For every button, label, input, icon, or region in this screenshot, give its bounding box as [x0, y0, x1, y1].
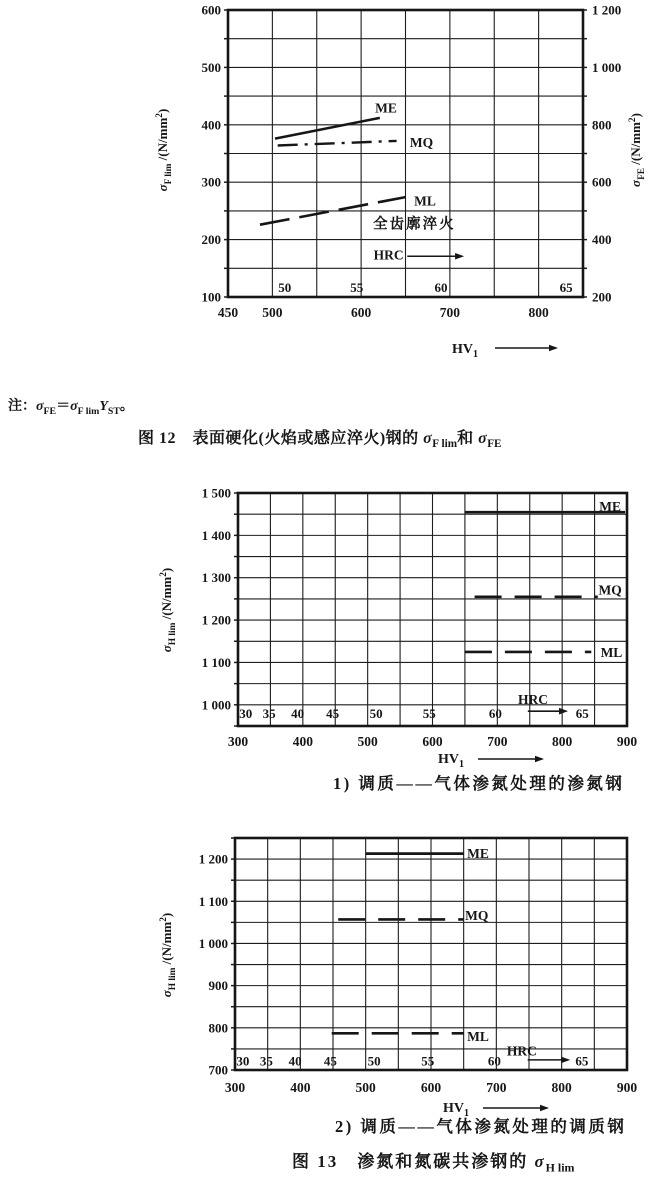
series-label-ML: ML: [414, 193, 436, 209]
hrc-scale-value: 50: [278, 279, 292, 295]
y-axis-right-title: $\sigma_{FE}$ $/(N/mm^2)$: [627, 113, 647, 187]
arrow-head-icon: [561, 1057, 570, 1064]
x-tick-label: 400: [292, 734, 313, 749]
fig13-caption: 图 13 渗氮和氮碳共渗钢的 $\sigma_{H lim}$: [292, 1152, 575, 1175]
x-tick-label: 300: [224, 1080, 246, 1095]
hrc-scale-value: 45: [323, 1053, 337, 1069]
hrc-scale-value: 45: [326, 705, 340, 721]
x-tick-label: 600: [351, 305, 372, 320]
x-tick-label: 900: [616, 1080, 638, 1095]
hrc-scale-value: 60: [488, 705, 502, 721]
x-tick-label: 900: [616, 734, 638, 749]
x-tick-label: 700: [487, 734, 508, 749]
x-tick-label: 500: [262, 305, 283, 320]
x-tick-label: 500: [355, 1080, 376, 1095]
x-tick-label: 500: [357, 734, 378, 749]
fig13-chart-2: [140, 825, 650, 1120]
y-tick-label: 1 200: [198, 851, 228, 867]
x-tick-label: 600: [422, 734, 443, 749]
y-tick-label: 1 100: [201, 654, 231, 670]
annotation: HRC: [506, 1043, 537, 1059]
hrc-scale-value: 50: [367, 1053, 381, 1069]
arrow-head-icon: [559, 708, 568, 715]
annotation: HRC: [517, 691, 548, 707]
x-tick-label: 600: [420, 1080, 442, 1095]
fig13-subcaption-1: 1) 调质——气体渗氮处理的渗氮钢: [333, 774, 625, 793]
hrc-scale-value: 35: [259, 1053, 273, 1069]
hrc-scale-value: 55: [421, 1053, 435, 1069]
x-axis-title: $HV_1$: [443, 1101, 470, 1120]
series-line-MQ: [278, 141, 397, 146]
grid: [234, 493, 627, 726]
series-label-ME: ME: [375, 100, 397, 116]
hrc-scale-value: 40: [288, 1053, 302, 1069]
y-tick-label: 600: [201, 2, 221, 18]
x-axis-title: $HV_1$: [438, 752, 465, 771]
arrow-head-icon: [455, 253, 464, 260]
hrc-scale-value: 55: [422, 705, 436, 721]
y-right-tick-label: 600: [592, 174, 612, 190]
hrc-scale-value: 30: [239, 705, 253, 721]
y-axis-title: $\sigma_{H lim}$ $/(N/mm^2)$: [158, 567, 178, 653]
x-tick-label: 450: [217, 305, 239, 320]
series-label-ML: ML: [467, 1028, 489, 1044]
y-tick-label: 400: [201, 117, 221, 133]
fig12-chart: [140, 0, 650, 360]
y-right-tick-label: 400: [592, 232, 612, 248]
y-tick-label: 500: [201, 59, 221, 75]
y-tick-label: 1 200: [201, 612, 231, 628]
hrc-scale-value: 60: [434, 279, 448, 295]
x-axis-title: $HV_1$: [452, 342, 479, 361]
annotation: 全齿廓淬火: [373, 216, 456, 233]
x-tick-label: 700: [439, 305, 460, 320]
y-tick-label: 100: [201, 289, 221, 305]
annotation: HRC: [373, 247, 404, 263]
series-label-ME: ME: [467, 845, 489, 861]
y-tick-label: 1 400: [201, 527, 231, 543]
y-tick-label: 1 300: [201, 570, 231, 586]
x-tick-label: 800: [552, 734, 573, 749]
fig13-chart-1: [140, 480, 650, 772]
series-line-ME: [275, 118, 380, 139]
fig12-caption: 图 12 表面硬化(火焰或感应淬火)钢的 $\sigma_{F lim}$和 $\sigma_{FE}$: [138, 430, 502, 451]
series-label-MQ: MQ: [598, 582, 622, 598]
hrc-scale-value: 65: [575, 1053, 589, 1069]
y-axis-title: $\sigma_{F lim}$ $/(N/mm^2)$: [154, 108, 174, 192]
y-tick-label: 300: [201, 174, 221, 190]
fig12-note: 注：$\sigma_{FE}=\sigma_{F lim}Y_{ST}$。: [8, 399, 134, 417]
hrc-scale-value: 40: [291, 705, 305, 721]
y-tick-label: 200: [201, 232, 221, 248]
y-tick-label: 1 100: [198, 893, 228, 909]
y-tick-label: 900: [208, 978, 228, 994]
hrc-scale-value: 30: [236, 1053, 250, 1069]
series-label-ME: ME: [599, 498, 622, 514]
hrc-scale-value: 35: [262, 705, 276, 721]
y-right-tick-label: 1 200: [592, 2, 622, 18]
arrow-head-icon: [535, 756, 544, 763]
hrc-scale-value: 50: [369, 705, 383, 721]
fig13-subcaption-2: 2) 调质——气体渗氮处理的调质钢: [335, 1117, 627, 1136]
x-tick-label: 800: [551, 1080, 572, 1095]
arrow-head-icon: [540, 1105, 549, 1112]
series-label-MQ: MQ: [409, 135, 434, 151]
grid: [231, 838, 627, 1070]
hrc-scale-value: 55: [350, 279, 364, 295]
y-right-tick-label: 1 000: [592, 59, 622, 75]
y-tick-label: 700: [208, 1062, 228, 1078]
arrow-head-icon: [549, 345, 558, 352]
hrc-scale-value: 65: [559, 279, 573, 295]
y-tick-label: 1 000: [201, 697, 231, 713]
hrc-scale-value: 60: [487, 1053, 501, 1069]
x-tick-label: 400: [290, 1080, 311, 1095]
x-tick-label: 700: [486, 1080, 507, 1095]
series-label-MQ: MQ: [465, 907, 489, 923]
grid: [224, 10, 587, 297]
y-tick-label: 1 000: [198, 935, 228, 951]
y-tick-label: 1 500: [201, 485, 231, 501]
x-tick-label: 300: [227, 734, 249, 749]
x-tick-label: 800: [528, 305, 549, 320]
y-tick-label: 800: [208, 1020, 228, 1036]
y-axis-title: $\sigma_{H lim}$ $/(N/mm^2)$: [158, 912, 178, 998]
series-label-ML: ML: [600, 644, 623, 660]
y-right-tick-label: 800: [592, 117, 612, 133]
y-right-tick-label: 200: [592, 289, 612, 305]
hrc-scale-value: 65: [575, 705, 589, 721]
